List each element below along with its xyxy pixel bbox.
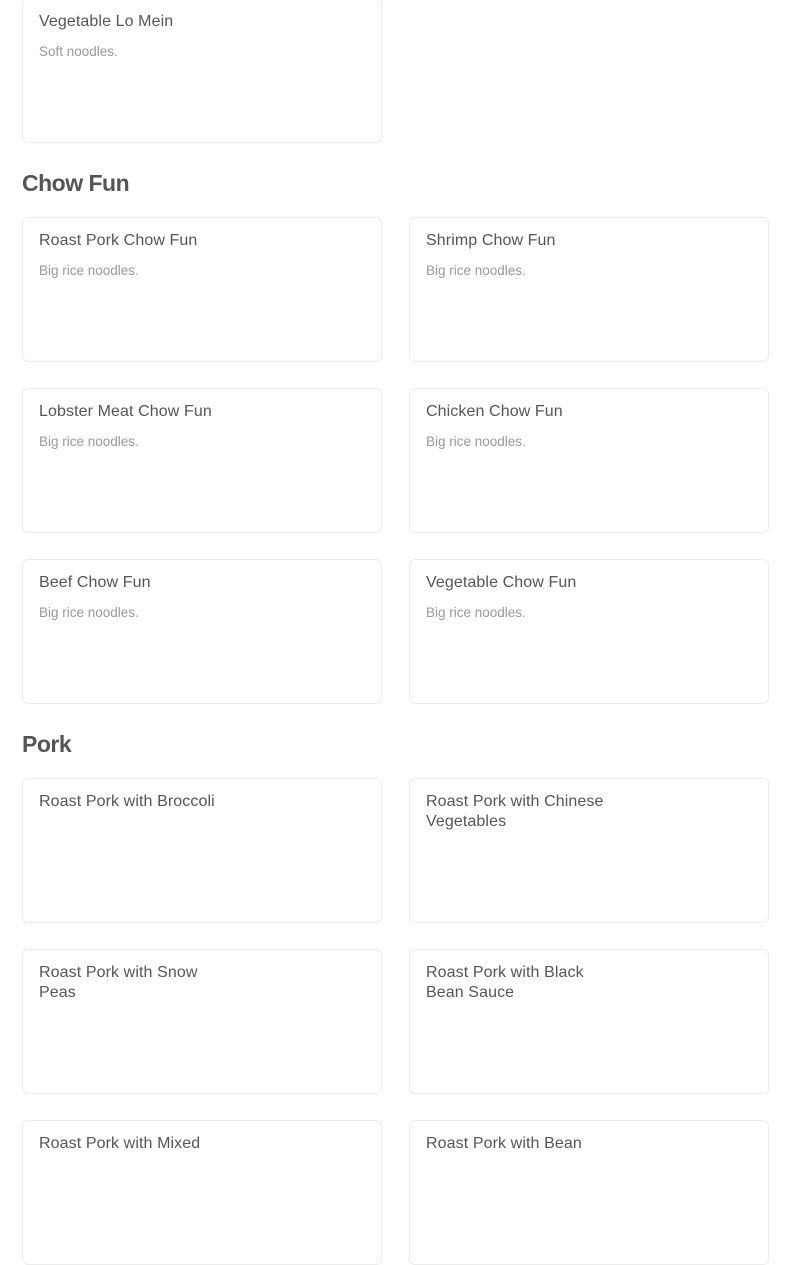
menu-item-name: Chicken Chow Fun: [426, 403, 563, 420]
menu-item-card[interactable]: [22, 217, 382, 362]
menu-item-name: Vegetable Chow Fun: [426, 574, 577, 591]
menu-item-card[interactable]: [22, 778, 382, 923]
menu-item-description: Big rice noodles.: [39, 605, 139, 620]
menu-item-description: Big rice noodles.: [39, 263, 139, 278]
menu-item-card[interactable]: [22, 388, 382, 533]
menu-item-name: Beef Chow Fun: [39, 574, 151, 591]
menu-item-card[interactable]: [409, 559, 769, 704]
menu-item-description: Soft noodles.: [39, 44, 118, 59]
menu-item-card[interactable]: [409, 949, 769, 1094]
menu-item-name: Roast Pork with Snow Peas: [39, 964, 198, 1001]
menu-item-name: Lobster Meat Chow Fun: [39, 403, 212, 420]
menu-item-description: Big rice noodles.: [426, 434, 526, 449]
menu-item-name: Roast Pork with Broccoli: [39, 793, 215, 810]
section-title-chow-fun: Chow Fun: [22, 170, 130, 196]
menu-item-card[interactable]: [22, 0, 382, 143]
menu-item-description: Big rice noodles.: [426, 605, 526, 620]
menu-item-name: Roast Pork Chow Fun: [39, 232, 198, 249]
menu-item-description: Big rice noodles.: [39, 434, 139, 449]
menu-item-name: Vegetable Lo Mein: [39, 13, 174, 30]
menu-item-card[interactable]: [22, 559, 382, 704]
menu-item-name: Roast Pork with Mixed: [39, 1135, 201, 1152]
menu-item-name: Roast Pork with Chinese Vegetables: [426, 793, 604, 830]
menu-item-card[interactable]: [409, 217, 769, 362]
menu-item-card[interactable]: [22, 1120, 382, 1265]
menu-item-card[interactable]: [409, 388, 769, 533]
menu-item-card[interactable]: [22, 949, 382, 1094]
menu-item-name: Roast Pork with Black Bean Sauce: [426, 964, 584, 1001]
section-title-pork: Pork: [22, 731, 72, 757]
menu-item-card[interactable]: [409, 778, 769, 923]
menu-item-card[interactable]: [409, 1120, 769, 1265]
menu-item-name: Roast Pork with Bean: [426, 1135, 582, 1152]
menu-item-name: Shrimp Chow Fun: [426, 232, 556, 249]
menu-item-description: Big rice noodles.: [426, 263, 526, 278]
